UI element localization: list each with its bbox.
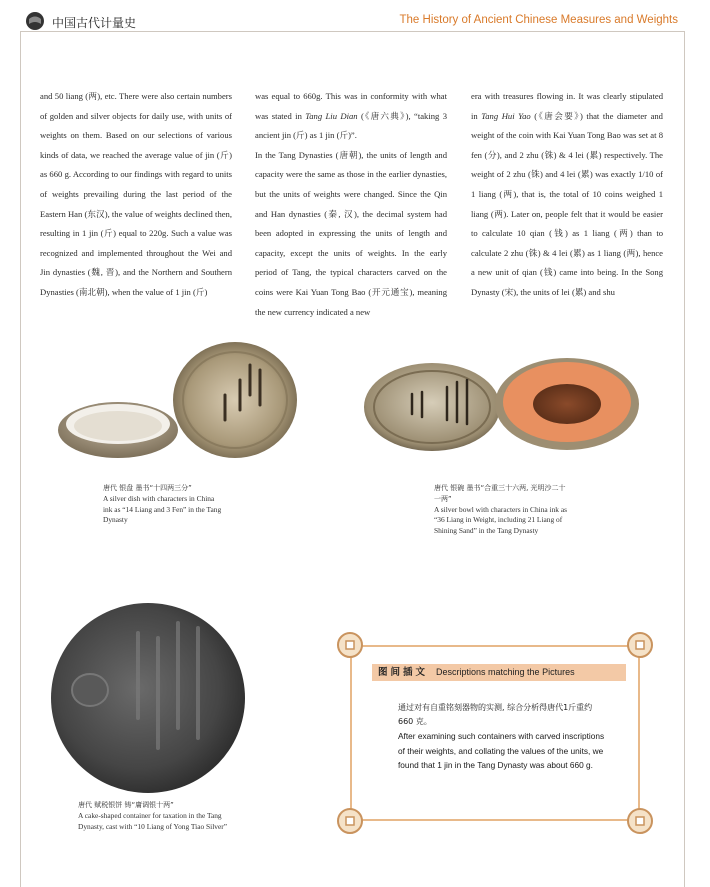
cake-caption-cn: 唐代 赋税银饼 铸“庸调银十两” — [78, 801, 174, 809]
column-3-paragraph — [471, 87, 663, 303]
sidebar-title-en: Descriptions matching the Pictures — [436, 667, 575, 677]
text-column-3 — [471, 87, 663, 303]
sidebar-body-en: After examining such containers with carved inscriptions of their weights, and collating the values of the units, we found that 1 jin in the Tang Dynasty was about 660 g. — [398, 731, 605, 770]
column-3-title-em: Tang Hui Yao — [481, 110, 531, 121]
column-2-paragraph-1 — [255, 87, 447, 146]
header-title-cn: 中国古代计量史 — [52, 16, 137, 30]
header-title-en: The History of Ancient Chinese Measures and Weights — [399, 14, 678, 26]
sidebar-body-cn: 通过对有自重铭刻器物的实测, 综合分析得唐代1斤重约 660 克。 — [398, 703, 593, 727]
silver-cake-photo — [48, 598, 248, 798]
column-2-title-em: Tang Liu Dian — [305, 110, 358, 121]
cake-caption — [78, 800, 228, 832]
sidebar-body — [398, 701, 606, 772]
dish-caption — [103, 483, 223, 526]
column-1-text: and 50 liang (两), etc. There were also certain numbers of golden and silver objects for daily use, with units of weights on them. Based on our selections of various kinds of data, we reached the average value of jin (斤) as 660 g. According to our findings with regard to units of weights prevailing during the last period of the Eastern Han (东汉), the value of weights declined then, resulting in 1 jin (斤) equal to 220g. Such a value was recognized and implemented throughout the Wei and Jin dynasties (魏, 晋), and the Northern and Southern Dynasties (南北朝), when the value of 1 jin (斤) — [40, 91, 232, 297]
sidebar-title-cn: 图间插文 — [378, 667, 429, 678]
silver-dish-photo — [55, 340, 305, 465]
cake-caption-en: A cake-shaped container for taxation in the Tang Dynasty, cast with “10 Liang of Yong Tiao Silver” — [78, 810, 227, 831]
column-2-text-a: was equal to 660g. This was in conformity with what was stated in — [255, 91, 447, 121]
bowl-caption-en: A silver bowl with characters in China ink as “36 Liang in Weight, including 21 Liang of Shining Sand” in the Tang Dynasty — [434, 504, 568, 536]
bowl-caption — [434, 483, 569, 537]
column-3-text-a: era with treasures flowing in. It was clearly stipulated in — [471, 91, 663, 121]
dish-caption-en: A silver dish with characters in China ink as “14 Liang and 3 Fen” in the Tang Dynasty — [103, 493, 222, 525]
coin-icon — [337, 808, 363, 834]
column-3-text-b: (《唐会要》) that the diameter and weight of the coin with Kai Yuan Tong Bao was set at 8 fen (分), and 2 zhu (铢) & 4 lei (累) respectively. The weight of 2 zhu (铢) and 4 lei (累) was exactly 1/10 of 1 liang (两), that is, the total of 10 coins weighed 1 liang (两). Later on, people felt that it would be easier to calculate 10 qian (钱) as 1 liang (两) than to calculate 2 zhu (铢) & 4 lei (累) as 1 liang (两), hence a new unit of qian (钱) came into being. In the Song Dynasty (宋), the units of lei (累) and shu — [471, 110, 663, 297]
column-2-paragraph-2: In the Tang Dynasties (唐朝), the units of length and capacity were the same as those in the earlier dynasties, but the units of weights were changed. Since the Qin and Han dynasties (秦, 汉), the decimal system had been adopted in expressing the units of length and capacity, except the units of weights. In the early period of Tang, the typical characters carved on the coins were Kai Yuan Tong Bao (开元通宝), meaning the new currency indicated a new — [255, 149, 447, 317]
book-logo-icon — [24, 10, 46, 32]
text-column-2 — [255, 87, 447, 322]
column-2-text-b: (《唐六典》), “taking 3 ancient jin (斤) as 1 jin (斤)”. — [255, 110, 447, 141]
dish-caption-cn: 唐代 银盘 墨书“十四两三分” — [103, 484, 192, 492]
sidebar-title — [372, 664, 626, 681]
text-column-1 — [40, 87, 232, 303]
coin-icon — [627, 808, 653, 834]
silver-bowl-photo — [362, 352, 642, 462]
descriptions-sidebar — [350, 645, 640, 821]
bowl-caption-cn: 唐代 银碗 墨书“合重三十六两, 光明沙二十一两” — [434, 484, 566, 503]
coin-icon — [627, 632, 653, 658]
coin-icon — [337, 632, 363, 658]
